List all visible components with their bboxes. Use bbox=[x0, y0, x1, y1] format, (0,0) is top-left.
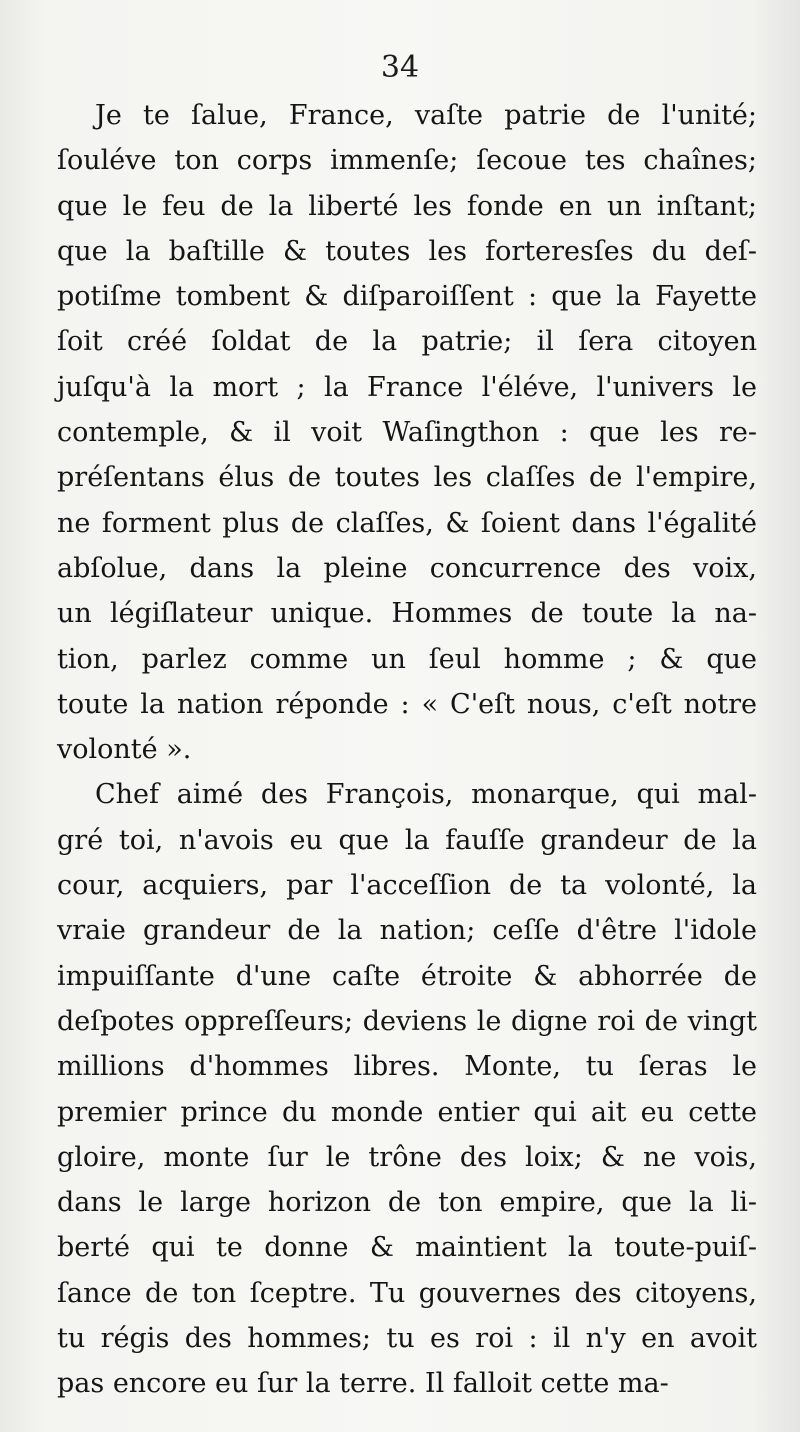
text-line: ſance de ton ſceptre. Tu gouvernes des citoyens, bbox=[57, 1277, 757, 1309]
text-line: Chef aimé des François, monarque, qui mal- bbox=[95, 779, 757, 811]
text-line: tu régis des hommes; tu es roi : il n'y en avoit bbox=[57, 1323, 757, 1355]
body-text bbox=[57, 93, 757, 1407]
text-line: pas encore eu ſur la terre. Il falloit cette ma- bbox=[57, 1368, 669, 1400]
text-line: vraie grandeur de la nation; ceſſe d'être l'idole bbox=[57, 915, 757, 947]
text-line: contemple, & il voit Waſingthon : que les re- bbox=[57, 417, 757, 449]
text-line: tion, parlez comme un ſeul homme ; & que bbox=[57, 643, 757, 675]
text-line: toute la nation réponde : « C'eſt nous, c'eſt notre bbox=[57, 688, 757, 720]
text-line: que le feu de la liberté les fonde en un inſtant; bbox=[57, 190, 757, 222]
paragraph-2 bbox=[57, 772, 757, 1406]
text-line: potiſme tombent & diſparoiſſent : que la Fayette bbox=[57, 281, 757, 313]
text-line: volonté ». bbox=[57, 734, 192, 766]
text-line: deſpotes oppreſſeurs; deviens le digne roi de vingt bbox=[57, 1005, 757, 1037]
text-line: berté qui te donne & maintient la toute-puiſ- bbox=[57, 1232, 757, 1264]
text-line: premier prince du monde entier qui ait eu cette bbox=[57, 1096, 757, 1128]
text-line: que la baſtille & toutes les forteresſes du deſ- bbox=[57, 235, 757, 267]
text-line: millions d'hommes libres. Monte, tu ſeras le bbox=[57, 1051, 757, 1083]
page-number: 34 bbox=[380, 50, 420, 85]
text-line: gré toi, n'avois eu que la fauſſe grandeur de la bbox=[57, 824, 757, 856]
text-line: un légiſlateur unique. Hommes de toute la na- bbox=[57, 598, 757, 630]
text-line: ſoit créé ſoldat de la patrie; il ſera citoyen bbox=[57, 326, 757, 358]
text-line: abſolue, dans la pleine concurrence des voix, bbox=[57, 552, 757, 584]
paragraph-1 bbox=[57, 93, 757, 772]
text-line: gloire, monte ſur le trône des loix; & ne vois, bbox=[57, 1141, 757, 1173]
text-line: Je te ſalue, France, vaſte patrie de l'unité; bbox=[95, 100, 757, 131]
text-line: cour, acquiers, par l'acceſſion de ta volonté, la bbox=[57, 870, 757, 902]
text-line: préſentans élus de toutes les claſſes de l'empire, bbox=[57, 462, 757, 494]
text-line: ſouléve ton corps immenſe; ſecoue tes chaînes; bbox=[57, 145, 757, 177]
text-line: juſqu'à la mort ; la France l'éléve, l'univers le bbox=[57, 371, 757, 403]
text-line: impuiſſante d'une caſte étroite & abhorrée de bbox=[57, 960, 757, 992]
text-line: dans le large horizon de ton empire, que la li- bbox=[57, 1187, 757, 1219]
text-line: ne forment plus de claſſes, & ſoient dans l'égalité bbox=[57, 507, 757, 539]
